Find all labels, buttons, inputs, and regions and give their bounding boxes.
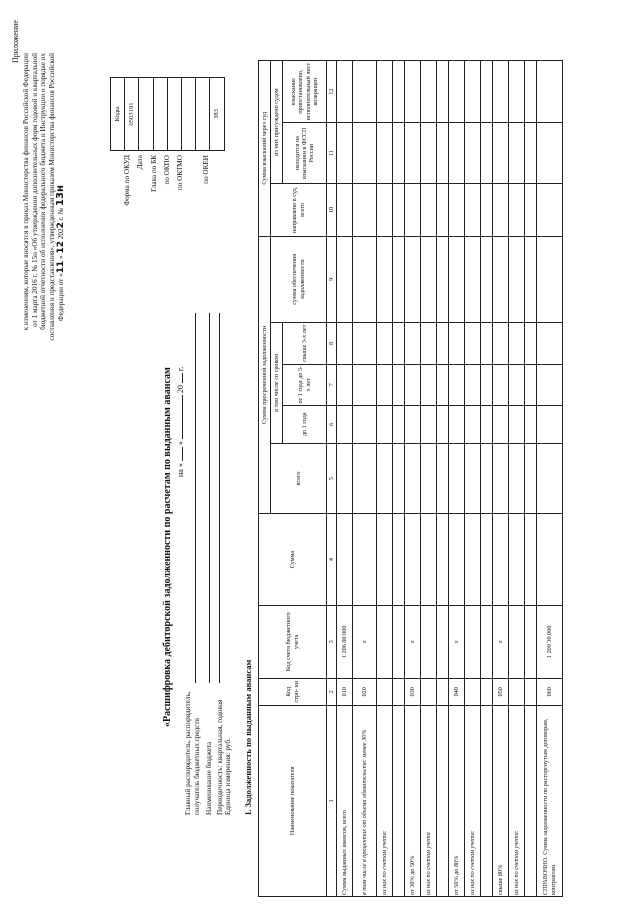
row-value-cell [437, 123, 449, 184]
row-value-cell [393, 323, 405, 364]
receivables-table [258, 60, 563, 897]
row-account [481, 605, 493, 678]
col-number-1: 1 [327, 705, 337, 896]
col-name-header: Наименование показателя [259, 705, 327, 896]
col-suspended-header: взыскание приостановлено, исполнительный лист возвращен [283, 61, 327, 123]
row-code [465, 678, 481, 705]
table-row [337, 61, 353, 897]
header-field-owner-1: Главный распорядитель, распорядитель, [184, 691, 192, 815]
row-account [421, 605, 437, 678]
col-number-6: 6 [327, 405, 337, 443]
row-value-cell [405, 514, 421, 605]
row-account: х [449, 605, 465, 678]
row-value-cell [353, 405, 377, 443]
col-account-header: Код счета бюджетного учета [259, 605, 327, 678]
row-value-cell [405, 443, 421, 514]
codes-table [110, 77, 225, 151]
row-value-cell [449, 405, 465, 443]
row-value-cell [337, 364, 353, 405]
row-value-cell [353, 364, 377, 405]
row-value-cell [537, 123, 563, 184]
row-value-cell [481, 236, 493, 323]
row-value-cell [493, 61, 509, 123]
row-value-cell [525, 514, 537, 605]
row-value-cell [465, 443, 481, 514]
row-value-cell [449, 364, 465, 405]
row-name: из них по счетам учета: [509, 705, 525, 896]
row-value-cell [353, 514, 377, 605]
row-code [377, 678, 393, 705]
row-value-cell [437, 405, 449, 443]
row-value-cell [377, 184, 393, 236]
row-code: 060 [537, 678, 563, 705]
header-field-owner-2: получатель бюджетных средств [192, 718, 201, 815]
appendix-line-2: от 1 марта 2016 г. № 15н «Об утверждении дополнительных форм годовой и квартальной [30, 53, 39, 327]
row-value-cell [405, 123, 421, 184]
row-name: из них по счетам учета [421, 705, 437, 896]
row-value-cell [405, 364, 421, 405]
col-number-11: 11 [327, 123, 337, 184]
table-row [377, 61, 393, 897]
col-number-7: 7 [327, 364, 337, 405]
periodicity-underline [219, 313, 220, 683]
row-value-cell [509, 61, 525, 123]
row-code [525, 678, 537, 705]
row-name: свыше 80% [493, 705, 509, 896]
row-value-cell [465, 61, 481, 123]
header-field-unit: Единица измерения: руб. [224, 738, 233, 815]
row-value-cell [405, 61, 421, 123]
row-value-cell [509, 323, 525, 364]
row-value-cell [449, 443, 465, 514]
row-value-cell [337, 61, 353, 123]
row-value-cell [393, 236, 405, 323]
report-date-prefix: на « [176, 463, 185, 477]
row-value-cell [509, 364, 525, 405]
row-value-cell [493, 184, 509, 236]
row-value-cell [465, 236, 481, 323]
row-value-cell [449, 123, 465, 184]
code-label-oktmo: по ОКТМО [175, 155, 184, 191]
row-value-cell [405, 184, 421, 236]
row-value-cell [337, 323, 353, 364]
row-value-cell [481, 364, 493, 405]
col-incl-term-header: в том числе со сроком [271, 323, 283, 444]
row-value-cell [465, 184, 481, 236]
table-row [449, 61, 465, 897]
row-value-cell [537, 364, 563, 405]
row-value-cell [437, 61, 449, 123]
row-code: 050 [493, 678, 509, 705]
row-value-cell [353, 443, 377, 514]
col-awarded-header: из них присуждено судом [271, 61, 283, 184]
row-value-cell [449, 184, 465, 236]
row-value-cell [493, 514, 509, 605]
col-code-header: Код стро- ки [259, 678, 327, 705]
row-value-cell [353, 61, 377, 123]
row-value-cell [481, 184, 493, 236]
row-value-cell [337, 123, 353, 184]
row-value-cell [437, 364, 449, 405]
row-value-cell [337, 514, 353, 605]
row-value-cell [421, 443, 437, 514]
row-value-cell [393, 364, 405, 405]
row-value-cell [437, 184, 449, 236]
row-value-cell [337, 443, 353, 514]
row-value-cell [509, 123, 525, 184]
row-value-cell [525, 236, 537, 323]
column-numbers-row [327, 61, 337, 897]
col-number-8: 8 [327, 323, 337, 364]
row-value-cell [493, 236, 509, 323]
appendix-line-3: бюджетной отчетности об исполнении федерального бюджета и Инструкции о порядке их [39, 53, 48, 330]
row-account: х [493, 605, 509, 678]
row-value-cell [393, 184, 405, 236]
col-collateral-header: сумма обеспечения задолженности [271, 236, 327, 323]
row-value-cell [405, 405, 421, 443]
row-value-cell [377, 123, 393, 184]
row-account [393, 605, 405, 678]
row-value-cell [493, 123, 509, 184]
appendix-date-year-label: 202 [57, 228, 65, 240]
code-label-bk: Глава по БК [149, 155, 158, 192]
row-code [481, 678, 493, 705]
code-label-okud: Форма по ОКУД [123, 155, 132, 206]
row-value-cell [421, 405, 437, 443]
col-number-3: 3 [327, 605, 337, 678]
row-value-cell [493, 443, 509, 514]
code-label-okpo: по ОКПО [162, 155, 171, 185]
row-value-cell [337, 236, 353, 323]
col-total-header: всего [271, 443, 327, 514]
col-sum-header: Сумма [259, 514, 327, 605]
appendix-order-suffix: н [55, 185, 66, 193]
row-value-cell [481, 514, 493, 605]
row-name [393, 705, 405, 896]
row-value-cell [393, 61, 405, 123]
table-body [337, 61, 563, 897]
row-value-cell [353, 236, 377, 323]
row-value-cell [437, 514, 449, 605]
code-label-empty [189, 155, 202, 265]
row-code [393, 678, 405, 705]
row-value-cell [377, 443, 393, 514]
row-value-cell [537, 514, 563, 605]
codes-labels [110, 155, 216, 265]
row-value-cell [481, 405, 493, 443]
row-account: х [405, 605, 421, 678]
col-1to3-header: от 1 года до 3-х лет [283, 364, 327, 405]
appendix-date-line: Федерации от «11 » 12 2022 г. № 13н [55, 185, 66, 321]
col-number-2: 2 [327, 678, 337, 705]
row-value-cell [421, 323, 437, 364]
appendix-date-year: 2 [56, 222, 66, 229]
row-value-cell [509, 405, 525, 443]
table-row [393, 61, 405, 897]
row-value-cell [525, 123, 537, 184]
row-value-cell [465, 405, 481, 443]
row-value-cell [421, 364, 437, 405]
row-code: 030 [405, 678, 421, 705]
code-date [139, 78, 153, 151]
code-label-date: Дата [136, 155, 145, 170]
row-value-cell [525, 61, 537, 123]
row-value-cell [421, 61, 437, 123]
row-value-cell [405, 236, 421, 323]
col-lt1-header: до 1 года [283, 405, 327, 443]
row-value-cell [377, 61, 393, 123]
row-name: Сумма выданных авансов, всего [337, 705, 353, 896]
row-value-cell [421, 123, 437, 184]
row-value-cell [337, 184, 353, 236]
code-bk [153, 78, 167, 151]
code-okpo [167, 78, 181, 151]
row-value-cell [493, 405, 509, 443]
table-row [405, 61, 421, 897]
row-name: СПРАВОЧНО. Сумма задолженности по расторгнутым договорам, контрактам [537, 705, 563, 896]
row-value-cell [437, 323, 449, 364]
code-empty [196, 78, 210, 151]
row-value-cell [481, 323, 493, 364]
row-account: х [353, 605, 377, 678]
row-value-cell [509, 443, 525, 514]
row-account: 1 206 00 000 [337, 605, 353, 678]
row-value-cell [481, 61, 493, 123]
row-value-cell [525, 405, 537, 443]
row-value-cell [465, 514, 481, 605]
row-value-cell [377, 236, 393, 323]
appendix-line-4: составления и представления», утвержденным приказом Министерства финансов Российской [47, 53, 56, 341]
row-value-cell [337, 405, 353, 443]
row-value-cell [537, 405, 563, 443]
table-row [465, 61, 481, 897]
row-name: из них по счетам учета: [465, 705, 481, 896]
row-value-cell [537, 323, 563, 364]
row-value-cell [465, 123, 481, 184]
col-overdue-header: Сумма просроченной задолженности [259, 236, 271, 514]
appendix-date-month: 12 [56, 240, 66, 254]
row-value-cell [493, 364, 509, 405]
codes-header: Коды [111, 78, 125, 151]
row-value-cell [377, 364, 393, 405]
row-value-cell [509, 514, 525, 605]
row-code [421, 678, 437, 705]
appendix-title: Приложение [11, 20, 20, 63]
report-date-line [176, 367, 186, 477]
appendix-line-1: к изменениям, которые вносятся в приказ Министерства финансов Российской Федерации [22, 53, 30, 331]
budget-underline [209, 313, 210, 683]
row-value-cell [393, 443, 405, 514]
row-account [509, 605, 525, 678]
row-name [481, 705, 493, 896]
table-row [481, 61, 493, 897]
row-value-cell [353, 123, 377, 184]
row-value-cell [525, 364, 537, 405]
col-gt3-header: свыше 3-х лет [283, 323, 327, 364]
header-field-periodicity: Периодичность: квартальная, годовая [215, 699, 224, 815]
row-value-cell [537, 443, 563, 514]
row-value-cell [465, 323, 481, 364]
code-oktmo [181, 78, 195, 151]
col-number-9: 9 [327, 236, 337, 323]
row-value-cell [449, 61, 465, 123]
header-left [184, 691, 233, 815]
row-value-cell [493, 323, 509, 364]
table-row [537, 61, 563, 897]
owner-underline [195, 313, 196, 683]
report-date-year: 20 [176, 385, 185, 394]
appendix-date-day: 11 [56, 260, 66, 274]
row-value-cell [481, 443, 493, 514]
row-value-cell [449, 514, 465, 605]
row-value-cell [377, 323, 393, 364]
section-title: I. Задолженность по выданным авансам [243, 659, 253, 815]
col-number-12: 12 [327, 61, 337, 123]
row-value-cell [537, 184, 563, 236]
appendix-block [22, 53, 56, 473]
report-date-suffix: г. [176, 366, 185, 372]
row-value-cell [437, 236, 449, 323]
col-number-10: 10 [327, 184, 337, 236]
row-code [437, 678, 449, 705]
row-account [437, 605, 449, 678]
row-code: 040 [449, 678, 465, 705]
row-account [525, 605, 537, 678]
report-date-mid: » [176, 441, 185, 446]
row-name [437, 705, 449, 896]
row-value-cell [437, 443, 449, 514]
document-title: «Расшифровка дебиторской задолженности по расчетам по выданным авансам [162, 367, 173, 727]
row-value-cell [449, 323, 465, 364]
code-okud: 0503191 [125, 78, 139, 151]
table-row [493, 61, 509, 897]
row-value-cell [537, 61, 563, 123]
row-value-cell [481, 123, 493, 184]
col-number-4: 4 [327, 514, 337, 605]
appendix-date-suffix: г. № [57, 207, 65, 221]
row-value-cell [421, 236, 437, 323]
row-name: от 30% до 50% [405, 705, 421, 896]
row-value-cell [509, 184, 525, 236]
row-value-cell [393, 514, 405, 605]
row-value-cell [353, 184, 377, 236]
row-value-cell [393, 123, 405, 184]
row-value-cell [405, 323, 421, 364]
col-fssp-header: находится на взыскании в ФССП России [283, 123, 327, 184]
header-field-budget: Наименование бюджета [205, 741, 214, 815]
code-okei: 383 [210, 78, 224, 151]
row-value-cell [353, 323, 377, 364]
row-code: 010 [337, 678, 353, 705]
row-account: 1 209 30 000 [537, 605, 563, 678]
table-row [353, 61, 377, 897]
row-value-cell [421, 514, 437, 605]
row-account [465, 605, 481, 678]
row-value-cell [393, 405, 405, 443]
row-value-cell [465, 364, 481, 405]
table-row [509, 61, 525, 897]
col-court-header: Сумма взысканий через суд [259, 61, 271, 237]
row-account [377, 605, 393, 678]
row-value-cell [377, 405, 393, 443]
row-value-cell [421, 184, 437, 236]
col-sent-header: направлено в суд, всего [271, 184, 327, 236]
row-name: в том числе в процентах от объема обязательств: менее 30% [353, 705, 377, 896]
row-value-cell [525, 184, 537, 236]
row-code [509, 678, 525, 705]
row-value-cell [525, 323, 537, 364]
row-value-cell [509, 236, 525, 323]
appendix-order-no: 13 [55, 192, 66, 206]
row-name [525, 705, 537, 896]
row-name: из них по счетам учета: [377, 705, 393, 896]
col-number-5: 5 [327, 443, 337, 514]
row-name: от 50% до 80% [449, 705, 465, 896]
table-row [437, 61, 449, 897]
row-value-cell [449, 236, 465, 323]
appendix-line-5: Федерации от « [57, 273, 65, 321]
row-value-cell [377, 514, 393, 605]
row-value-cell [537, 236, 563, 323]
row-code: 020 [353, 678, 377, 705]
code-label-okei: по ОКЕИ [202, 155, 211, 184]
row-value-cell [525, 443, 537, 514]
table-row [421, 61, 437, 897]
table-row [525, 61, 537, 897]
